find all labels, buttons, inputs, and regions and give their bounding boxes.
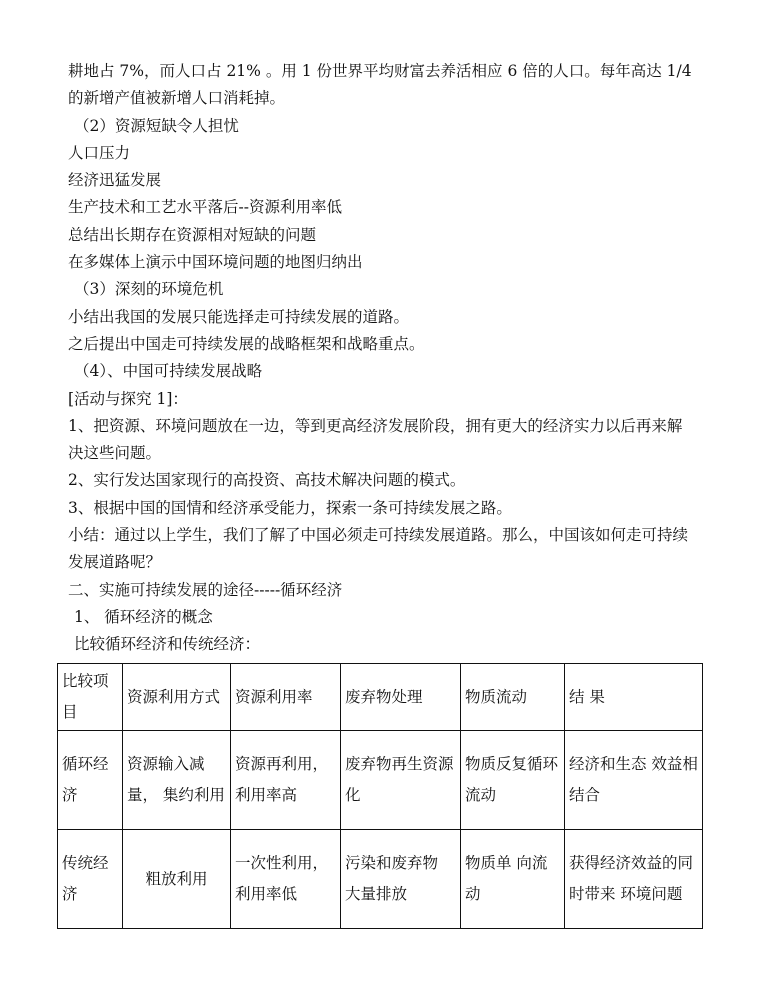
paragraph-summary-shortage: 总结出长期存在资源相对短缺的问题 — [68, 225, 317, 244]
table-header-cell: 结 果 — [565, 664, 703, 731]
heading-activity: [活动与探究 1]： — [68, 389, 188, 408]
paragraph-low-efficiency: 生产技术和工艺水平落后--资源利用率低 — [68, 198, 342, 217]
paragraph-option-2: 2、实行发达国家现行的高投资、高技术解决问题的模式。 — [68, 471, 466, 490]
paragraph-compare-intro: 比较循环经济和传统经济： — [74, 635, 261, 654]
paragraph-option-3: 3、根据中国的国情和经济承受能力，探索一条可持续发展之路。 — [68, 498, 512, 517]
comparison-table — [57, 663, 703, 929]
heading-environment-crisis: （3）深刻的环境危机 — [74, 280, 224, 299]
heading-circular-economy: 二、实施可持续发展的途径-----循环经济 — [68, 580, 343, 599]
table-cell: 传统经济 — [58, 830, 123, 929]
table-cell: 物质单 向流动 — [461, 830, 565, 929]
table-cell: 一次性利用， 利用率低 — [231, 830, 341, 929]
table-header-cell: 废弃物处理 — [341, 664, 461, 731]
table-cell: 废弃物再生资源化 — [341, 731, 461, 830]
table-cell: 获得经济效益的同时带来 环境问题 — [565, 830, 703, 929]
paragraph-option-1: 1、把资源、环境问题放在一边，等到更高经济发展阶段，拥有更大的经济实力以后再来解决这些问题。 — [68, 416, 683, 463]
paragraph-population-stats: 耕地占 7%，而人口占 21% 。用 1 份世界平均财富去养活相应 6 倍的人口。每年高达 1/4 的新增产值被新增人口消耗掉。 — [68, 62, 692, 108]
table-header-cell: 资源利用率 — [231, 664, 341, 731]
table-cell: 资源再利用， 利用率高 — [231, 731, 341, 830]
table-header-cell: 物质流动 — [461, 664, 565, 731]
table-cell: 资源输入减量， 集约利用 — [123, 731, 231, 830]
table-cell: 经济和生态 效益相结合 — [565, 731, 703, 830]
paragraph-multimedia-map: 在多媒体上演示中国环境问题的地图归纳出 — [68, 253, 363, 272]
table-header-row — [58, 664, 703, 731]
table-header-cell: 比较项目 — [58, 664, 123, 731]
paragraph-rapid-growth: 经济迅猛发展 — [68, 171, 162, 190]
heading-concept: 1、 循环经济的概念 — [74, 607, 213, 626]
paragraph-strategy-framework: 之后提出中国走可持续发展的战略框架和战略重点。 — [68, 334, 425, 353]
table-row — [58, 731, 703, 830]
table-cell: 污染和废弃物 大量排放 — [341, 830, 461, 929]
heading-resource-shortage: （2）资源短缺令人担忧 — [74, 116, 239, 135]
table-cell: 循环经济 — [58, 731, 123, 830]
table-header-cell: 资源利用方式 — [123, 664, 231, 731]
document-body — [68, 58, 708, 659]
table-row — [58, 830, 703, 929]
paragraph-summary: 小结：通过以上学生，我们了解了中国必须走可持续发展道路。那么，中国该如何走可持续发展道路呢？ — [68, 526, 689, 572]
paragraph-population-pressure: 人口压力 — [68, 143, 131, 162]
paragraph-sustainable-choice: 小结出我国的发展只能选择走可持续发展的道路。 — [68, 307, 410, 326]
table-cell: 物质反复循环流动 — [461, 731, 565, 830]
table-cell: 粗放利用 — [123, 830, 231, 929]
heading-china-strategy: （4）、中国可持续发展战略 — [74, 362, 263, 381]
